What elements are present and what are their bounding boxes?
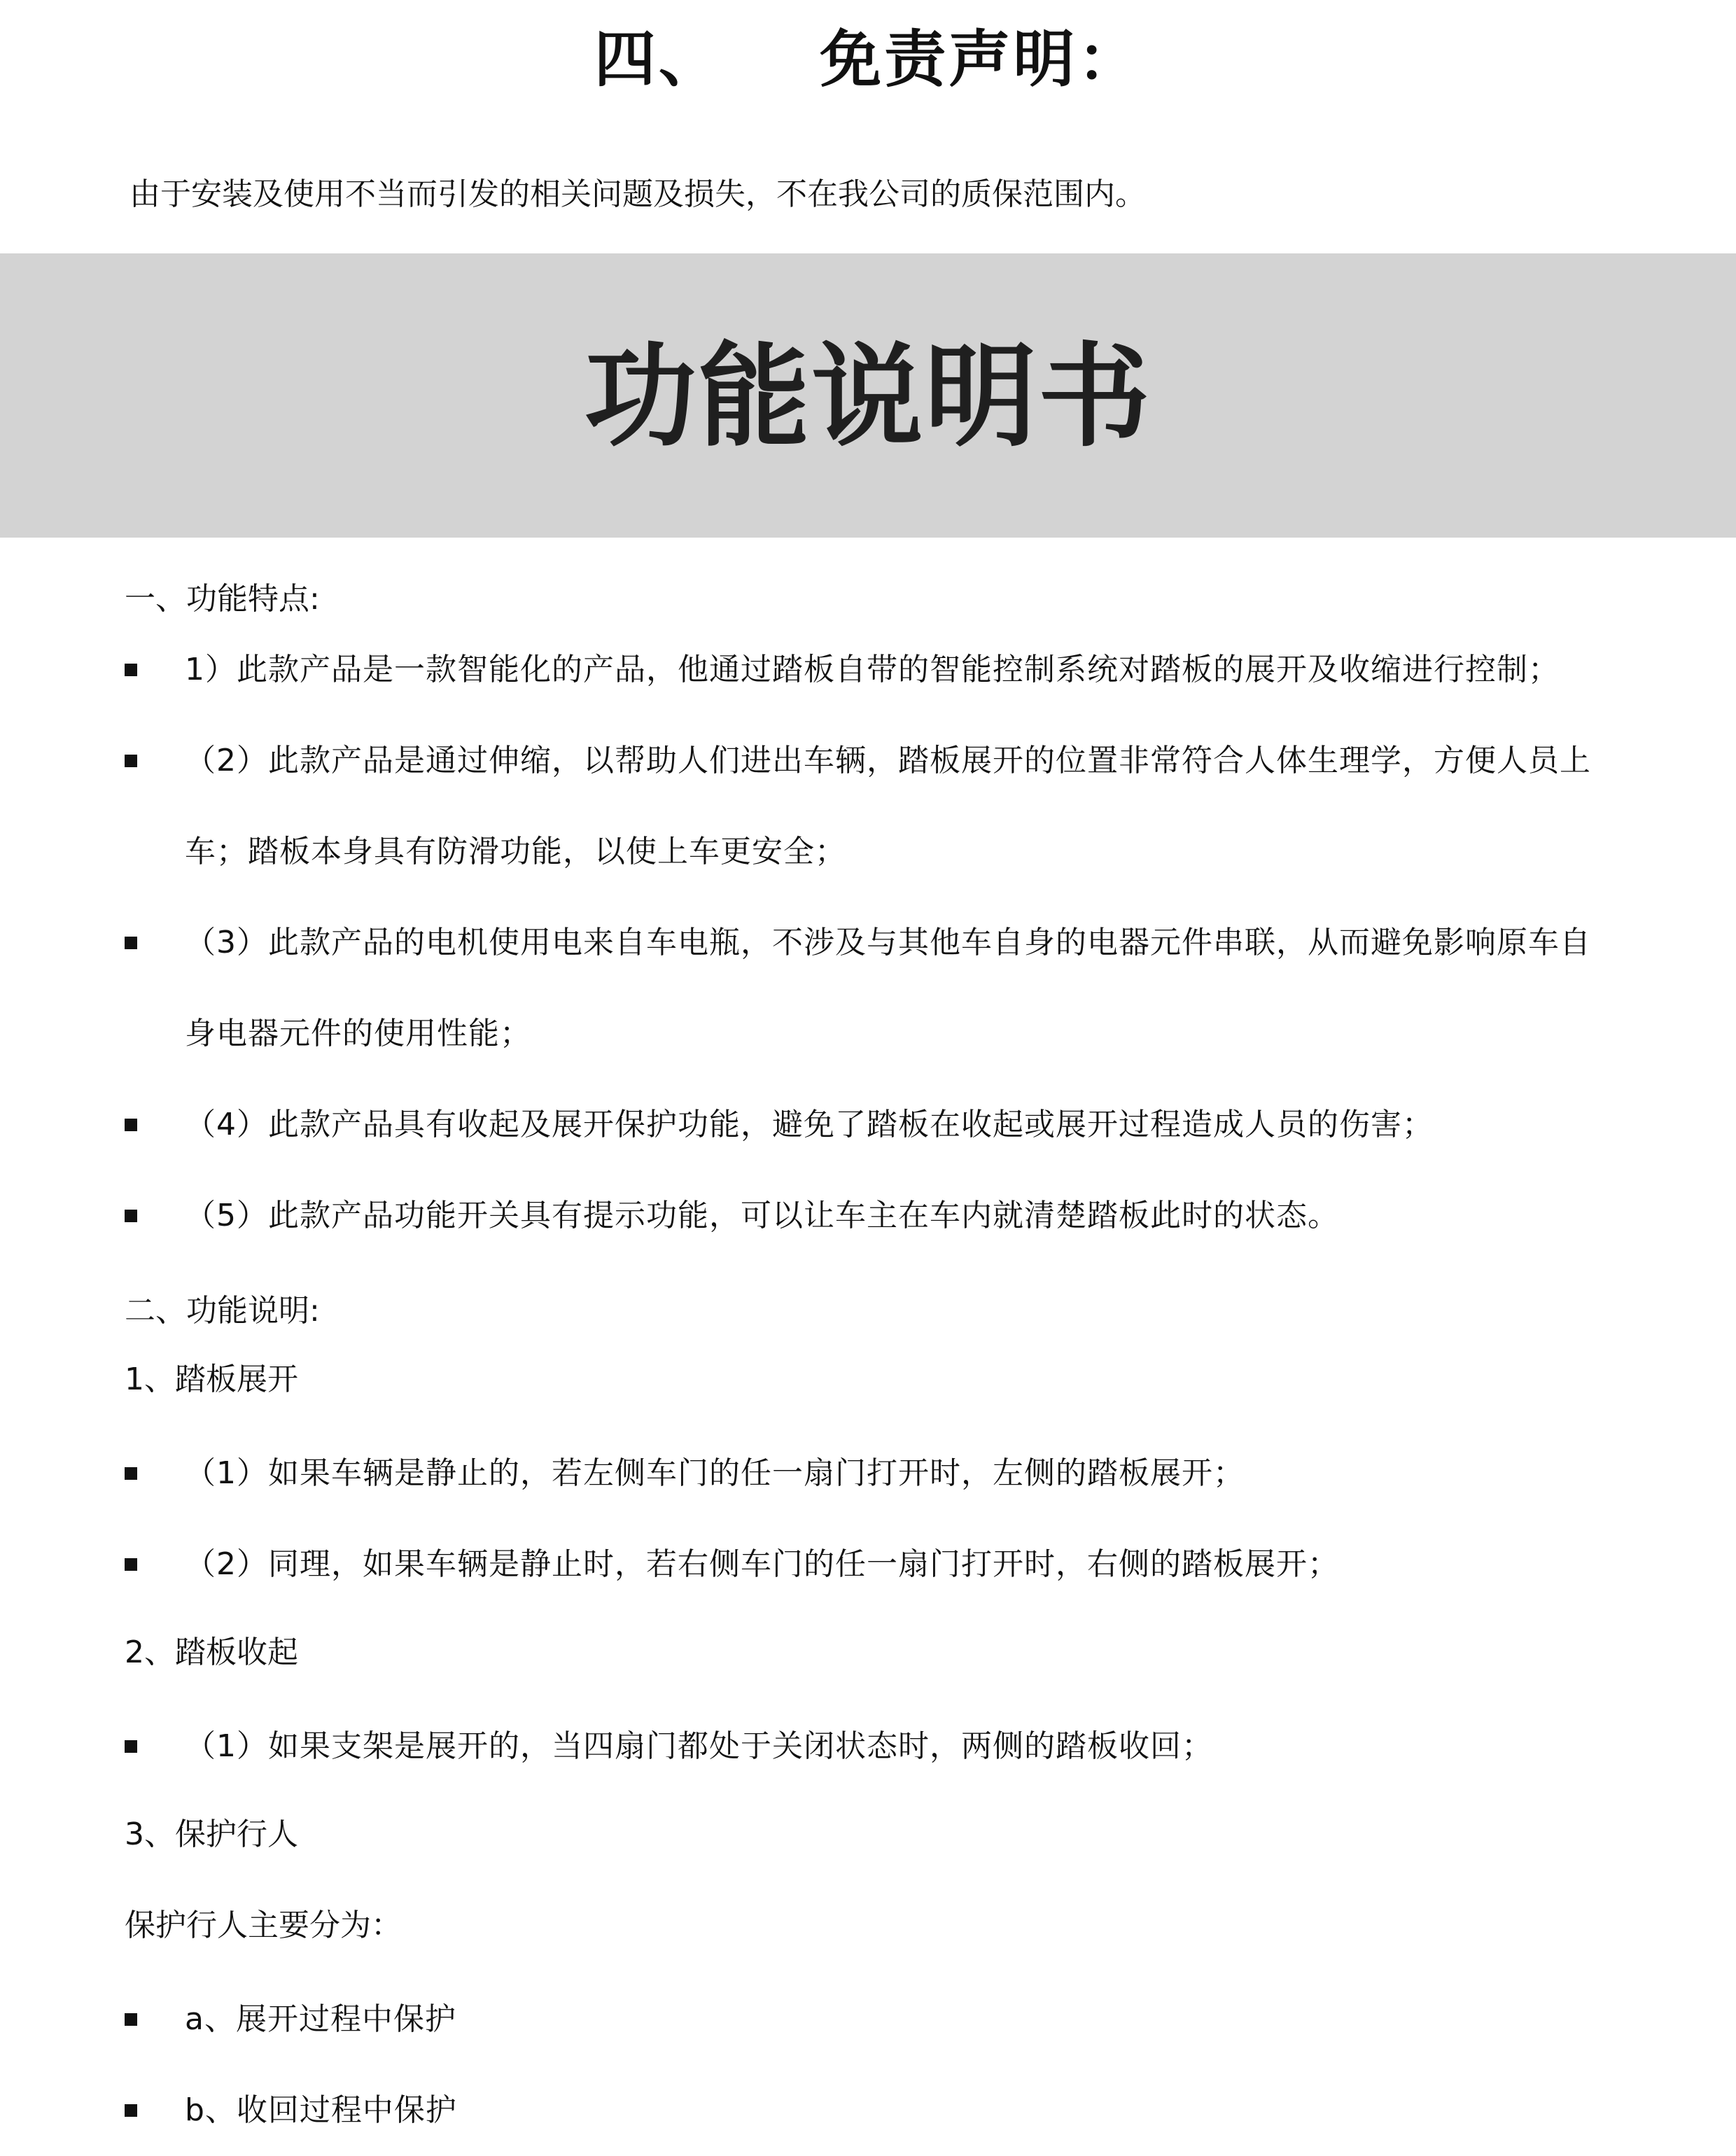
list-item-text: （3）此款产品的电机使用电来自车电瓶，不涉及与其他车自身的电器元件串联，从而避免影响原车自身电器元件的使用性能； [185, 925, 1591, 1051]
list-item [125, 1079, 1623, 1170]
square-bullet-icon [125, 1210, 137, 1222]
list-item [125, 2065, 1623, 2137]
list-item-text: （4）此款产品具有收起及展开保护功能，避免了踏板在收起或展开过程造成人员的伤害； [185, 1107, 1434, 1142]
square-bullet-icon [125, 1467, 137, 1480]
disclaimer-text: 由于安装及使用不当而引发的相关问题及损失，不在我公司的质保范围内。 [130, 176, 1146, 212]
list-item-text: （2）同理，如果车辆是静止时，若右侧车门的任一扇门打开时，右侧的踏板展开； [185, 1546, 1339, 1582]
list-item-text: 1）此款产品是一款智能化的产品，他通过踏板自带的智能控制系统对踏板的展开及收缩进行控制； [185, 652, 1560, 687]
list-item-text: （2）此款产品是通过伸缩，以帮助人们进出车辆，踏板展开的位置非常符合人体生理学，方便人员上车；踏板本身具有防滑功能，以使上车更安全； [185, 743, 1591, 869]
subsection-heading-protect: 3、保护行人 [125, 1816, 298, 1852]
section-heading-features: 一、功能特点: [125, 581, 320, 617]
square-bullet-icon [125, 1119, 137, 1131]
list-item [125, 715, 1623, 897]
square-bullet-icon [125, 2104, 137, 2117]
square-bullet-icon [125, 937, 137, 949]
square-bullet-icon [125, 2013, 137, 2026]
list-item [125, 1701, 1623, 1792]
list-item [125, 624, 1623, 715]
list-item [125, 1519, 1623, 1610]
subsection-heading-retract: 2、踏板收起 [125, 1634, 298, 1670]
protect-intro-text: 保护行人主要分为： [125, 1907, 402, 1943]
list-item [125, 1974, 1623, 2065]
manual-title: 功能说明书 [584, 331, 1152, 462]
square-bullet-icon [125, 755, 137, 767]
square-bullet-icon [125, 1558, 137, 1571]
list-item-text: （1）如果车辆是静止的，若左侧车门的任一扇门打开时，左侧的踏板展开； [185, 1455, 1245, 1491]
list-item-text: a、展开过程中保护 [185, 2001, 456, 2037]
list-item-text: b、收回过程中保护 [185, 2092, 457, 2128]
list-item [125, 1428, 1623, 1519]
subsection-heading-deploy: 1、踏板展开 [125, 1362, 298, 1397]
title-banner [0, 253, 1736, 538]
list-item [125, 1170, 1623, 1261]
list-item [125, 897, 1623, 1079]
square-bullet-icon [125, 664, 137, 676]
section-heading-function: 二、功能说明: [125, 1293, 320, 1329]
disclaimer-title: 四、 免责声明： [594, 23, 1142, 95]
list-item-text: （1）如果支架是展开的，当四扇门都处于关闭状态时，两侧的踏板收回； [185, 1728, 1213, 1764]
square-bullet-icon [125, 1740, 137, 1753]
list-item-text: （5）此款产品功能开关具有提示功能，可以让车主在车内就清楚踏板此时的状态。 [185, 1198, 1339, 1233]
